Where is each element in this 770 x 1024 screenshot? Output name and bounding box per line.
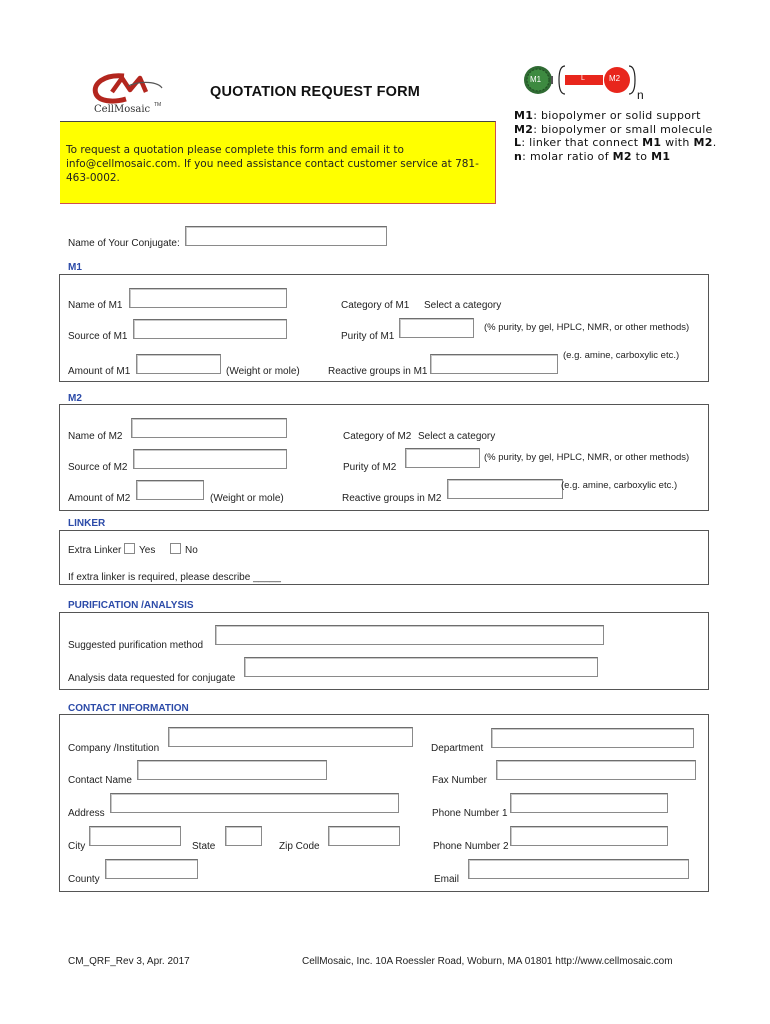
footer-revision: CM_QRF_Rev 3, Apr. 2017 (68, 956, 190, 967)
conjugate-name-input[interactable] (185, 226, 387, 246)
instructions-box (60, 121, 496, 204)
m1-purity-note: (% purity, by gel, HPLC, NMR, or other methods) (484, 322, 690, 333)
fax-input[interactable] (496, 760, 696, 780)
m2-weight-note: (Weight or mole) (210, 493, 284, 504)
city-label: City (68, 841, 86, 852)
diagram-m2-label: M2 (609, 74, 621, 83)
extra-linker-yes-checkbox[interactable] (124, 543, 135, 554)
m1-name-input[interactable] (129, 288, 287, 308)
m2-purity-input[interactable] (405, 448, 480, 468)
contact-name-input[interactable] (137, 760, 327, 780)
company-input[interactable] (168, 727, 413, 747)
zip-input[interactable] (328, 826, 400, 846)
analysis-data-input[interactable] (244, 657, 598, 677)
fax-label: Fax Number (432, 775, 488, 786)
county-label: County (68, 874, 100, 885)
legend-n: n: molar ratio of M2 to M1 (514, 149, 671, 163)
phone2-input[interactable] (510, 826, 668, 846)
diagram-linker-label: L (581, 75, 585, 82)
state-input[interactable] (225, 826, 262, 846)
m2-purity-label: Purity of M2 (343, 462, 397, 473)
conjugate-name-label: Name of Your Conjugate: (68, 238, 180, 249)
m1-section-title: M1 (68, 262, 82, 273)
purification-section-title: PURIFICATION /ANALYSIS (68, 600, 194, 611)
diagram-legend (514, 109, 764, 163)
m2-reactive-input[interactable] (447, 479, 563, 499)
phone1-input[interactable] (510, 793, 668, 813)
m2-reactive-note: (e.g. amine, carboxylic etc.) (561, 480, 678, 491)
m1-purity-input[interactable] (399, 318, 474, 338)
m1-name-label: Name of M1 (68, 300, 123, 311)
company-label: Company /Institution (68, 743, 160, 754)
phone2-label: Phone Number 2 (433, 841, 509, 852)
phone1-label: Phone Number 1 (432, 808, 508, 819)
instructions-text: To request a quotation please complete this form and email it to info@cellmosaic.com. If you need assistance contact customer service at 781-463-0002. (66, 144, 479, 184)
m1-category-label: Category of M1 (341, 300, 410, 311)
m2-name-input[interactable] (131, 418, 287, 438)
m2-source-input[interactable] (133, 449, 287, 469)
zip-label: Zip Code (279, 841, 320, 852)
diagram-m1-label: M1 (530, 75, 542, 84)
m1-weight-note: (Weight or mole) (226, 366, 300, 377)
conjugate-diagram (517, 62, 647, 102)
logo-tm: TM (154, 102, 162, 108)
extra-linker-no-checkbox[interactable] (170, 543, 181, 554)
department-input[interactable] (491, 728, 694, 748)
extra-linker-yes-label: Yes (139, 545, 156, 556)
extra-linker-describe: If extra linker is required, please describe _____ (68, 572, 281, 583)
m2-purity-note: (% purity, by gel, HPLC, NMR, or other methods) (484, 452, 690, 463)
m1-amount-input[interactable] (136, 354, 221, 374)
m2-source-label: Source of M2 (68, 462, 128, 473)
m1-category-select[interactable]: Select a category (424, 300, 502, 311)
purification-method-input[interactable] (215, 625, 604, 645)
legend-m2: M2: biopolymer or small molecule (514, 122, 713, 136)
logo-brand: CellMosaic (94, 104, 151, 115)
m1-source-label: Source of M1 (68, 331, 128, 342)
analysis-data-label: Analysis data requested for conjugate (68, 673, 236, 684)
extra-linker-no-label: No (185, 545, 198, 556)
m1-reactive-input[interactable] (430, 354, 558, 374)
diagram-subscript-n: n (637, 88, 644, 102)
purification-method-label: Suggested purification method (68, 640, 204, 651)
department-label: Department (431, 743, 484, 754)
contact-section-title: CONTACT INFORMATION (68, 703, 189, 714)
m2-amount-input[interactable] (136, 480, 204, 500)
email-label: Email (434, 874, 460, 885)
m1-purity-label: Purity of M1 (341, 331, 395, 342)
extra-linker-label: Extra Linker (68, 545, 122, 556)
cellmosaic-logo (88, 72, 168, 118)
legend-linker: L: linker that connect M1 with M2. (514, 136, 717, 150)
footer-address: CellMosaic, Inc. 10A Roessler Road, Woburn, MA 01801 http://www.cellmosaic.com (302, 956, 673, 967)
city-input[interactable] (89, 826, 181, 846)
m1-reactive-label: Reactive groups in M1 (328, 366, 428, 377)
email-input[interactable] (468, 859, 689, 879)
m2-reactive-label: Reactive groups in M2 (342, 493, 442, 504)
m1-amount-label: Amount of M1 (68, 366, 131, 377)
address-label: Address (68, 808, 105, 819)
page-title: QUOTATION REQUEST FORM (210, 84, 421, 100)
m1-source-input[interactable] (133, 319, 287, 339)
linker-section-title: LINKER (68, 518, 106, 529)
m2-section-title: M2 (68, 393, 82, 404)
m2-category-label: Category of M2 (343, 431, 412, 442)
m2-category-select[interactable]: Select a category (418, 431, 496, 442)
state-label: State (192, 841, 216, 852)
legend-m1: M1: biopolymer or solid support (514, 109, 701, 122)
m1-reactive-note: (e.g. amine, carboxylic etc.) (563, 350, 680, 361)
contact-name-label: Contact Name (68, 775, 132, 786)
m2-amount-label: Amount of M2 (68, 493, 131, 504)
address-input[interactable] (110, 793, 399, 813)
county-input[interactable] (105, 859, 198, 879)
m2-name-label: Name of M2 (68, 431, 123, 442)
